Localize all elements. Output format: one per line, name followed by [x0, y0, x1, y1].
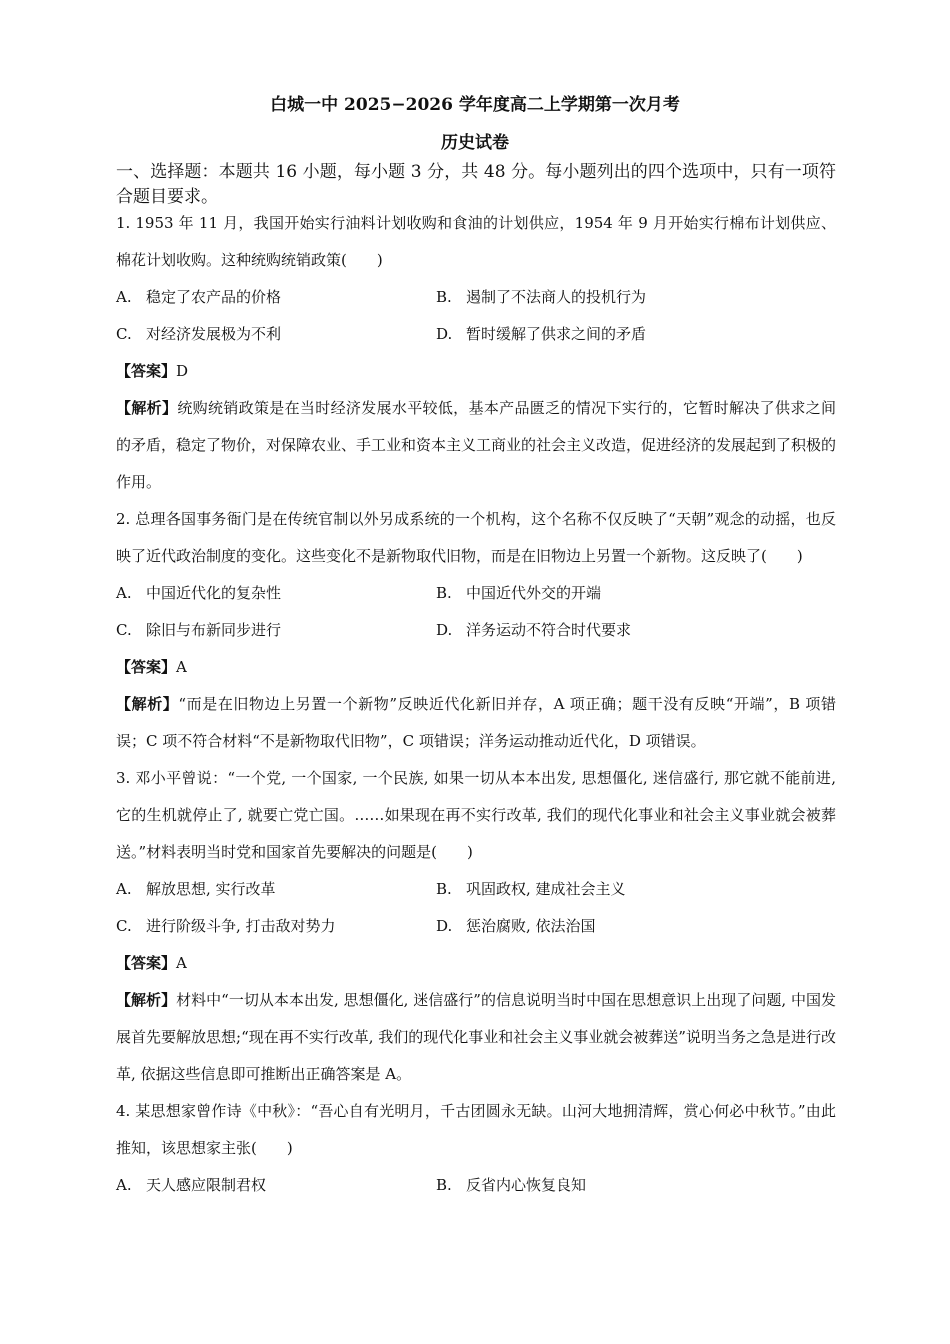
- option-letter: A.: [116, 1176, 132, 1194]
- option-text: 除旧与布新同步进行: [146, 621, 282, 639]
- option-letter: A.: [116, 584, 132, 602]
- option-letter: D.: [436, 325, 453, 343]
- answer-value: D: [176, 362, 189, 380]
- option-letter: B.: [436, 584, 452, 602]
- option-letter: C.: [116, 917, 132, 935]
- option-letter: D.: [436, 917, 453, 935]
- option-a[interactable]: [116, 279, 436, 316]
- option-text: 对经济发展极为不利: [146, 325, 282, 343]
- option-d[interactable]: [436, 908, 756, 945]
- option-text: 遏制了不法商人的投机行为: [466, 288, 647, 306]
- option-a[interactable]: [116, 871, 436, 908]
- question-stem: 4. 某思想家曾作诗《中秋》：“吾心自有光明月，千古团圆永无缺。山河大地拥清辉，赏心何必中秋节。”由此推知，该思想家主张( ): [116, 1102, 836, 1157]
- analysis-label: 【解析】: [116, 399, 178, 417]
- analysis-text: “而是在旧物边上另置一个新物”反映近代化新旧并存，A 项正确；题干没有反映“开端”，B 项错误；C 项不符合材料“不是新物取代旧物”，C 项错误；洋务运动推动近代化，D 项错误。: [116, 695, 836, 750]
- option-list: [116, 871, 836, 945]
- question-3: [116, 760, 836, 1093]
- option-text: 天人感应限制君权: [146, 1176, 267, 1194]
- option-letter: C.: [116, 325, 132, 343]
- analysis-block: [116, 982, 836, 1093]
- question-list: [116, 205, 836, 1204]
- answer-label: 【答案】: [116, 954, 177, 972]
- option-c[interactable]: [116, 908, 436, 945]
- question-stem: 3. 邓小平曾说：“一个党, 一个国家, 一个民族, 如果一切从本本出发, 思想僵化, 迷信盛行, 那它就不能前进, 它的生机就停止了, 就要亡党亡国。……如果现在再不实行改革, 我们的现代化事业和社会主义事业就会被葬送。”材料表明当时党和国家首先要解决的问题是( ): [116, 769, 836, 861]
- option-letter: C.: [116, 621, 132, 639]
- option-text: 惩治腐败, 依法治国: [466, 917, 596, 935]
- option-text: 解放思想, 实行改革: [146, 880, 276, 898]
- option-text: 暂时缓解了供求之间的矛盾: [466, 325, 647, 343]
- option-c[interactable]: [116, 612, 436, 649]
- answer-label: 【答案】: [116, 362, 177, 380]
- option-b[interactable]: [436, 1167, 756, 1204]
- analysis-label: 【解析】: [116, 695, 179, 713]
- analysis-text: 统购统销政策是在当时经济发展水平较低，基本产品匮乏的情况下实行的，它暂时解决了供求之间的矛盾，稳定了物价，对保障农业、手工业和资本主义工商业的社会主义改造，促进经济的发展起到了积极的作用。: [116, 399, 837, 491]
- option-d[interactable]: [436, 612, 756, 649]
- answer-line: [116, 353, 836, 390]
- option-d[interactable]: [436, 316, 756, 353]
- page-title: 白城一中 2025−2026 学年度高二上学期第一次月考: [270, 95, 680, 115]
- answer-value: A: [176, 954, 187, 972]
- answer-label: 【答案】: [116, 658, 177, 676]
- option-text: 洋务运动不符合时代要求: [466, 621, 632, 639]
- option-text: 进行阶级斗争, 打击敌对势力: [146, 917, 336, 935]
- analysis-block: [116, 390, 836, 501]
- analysis-text: 材料中“一切从本本出发, 思想僵化, 迷信盛行”的信息说明当时中国在思想意识上出现了问题, 中国发展首先要解放思想;“现在再不实行改革, 我们的现代化事业和社会主义事业就会被葬送”说明当务之急是进行改革, 依据这些信息即可推断出正确答案是 A。: [116, 991, 836, 1083]
- answer-value: A: [176, 658, 187, 676]
- option-list: [116, 575, 836, 649]
- option-letter: D.: [436, 621, 453, 639]
- question-2: [116, 501, 836, 760]
- option-a[interactable]: [116, 1167, 436, 1204]
- option-text: 反省内心恢复良知: [466, 1176, 587, 1194]
- analysis-label: 【解析】: [116, 991, 177, 1009]
- option-letter: B.: [436, 880, 452, 898]
- option-letter: A.: [116, 288, 132, 306]
- question-1: [116, 205, 836, 501]
- option-letter: B.: [436, 1176, 452, 1194]
- option-letter: B.: [436, 288, 452, 306]
- option-text: 巩固政权, 建成社会主义: [466, 880, 626, 898]
- question-stem: 2. 总理各国事务衙门是在传统官制以外另成系统的一个机构，这个名称不仅反映了“天朝”观念的动摇，也反映了近代政治制度的变化。这些变化不是新物取代旧物，而是在旧物边上另置一个新物。这反映了( ): [116, 510, 836, 565]
- answer-line: [116, 649, 836, 686]
- option-text: 中国近代外交的开端: [466, 584, 602, 602]
- section-heading: 一、选择题：本题共 16 小题，每小题 3 分，共 48 分。每小题列出的四个选项中，只有一项符合题目要求。: [116, 162, 836, 207]
- option-list: [116, 1167, 836, 1204]
- option-c[interactable]: [116, 316, 436, 353]
- option-text: 稳定了农产品的价格: [146, 288, 282, 306]
- option-list: [116, 279, 836, 353]
- option-letter: A.: [116, 880, 132, 898]
- page-subtitle: 历史试卷: [441, 133, 509, 153]
- option-a[interactable]: [116, 575, 436, 612]
- option-b[interactable]: [436, 575, 756, 612]
- question-4: [116, 1093, 836, 1204]
- answer-line: [116, 945, 836, 982]
- option-b[interactable]: [436, 279, 756, 316]
- option-b[interactable]: [436, 871, 756, 908]
- question-stem: 1. 1953 年 11 月，我国开始实行油料计划收购和食油的计划供应，1954 年 9 月开始实行棉布计划供应、棉花计划收购。这种统购统销政策( ): [116, 214, 836, 269]
- analysis-block: [116, 686, 836, 760]
- option-text: 中国近代化的复杂性: [146, 584, 282, 602]
